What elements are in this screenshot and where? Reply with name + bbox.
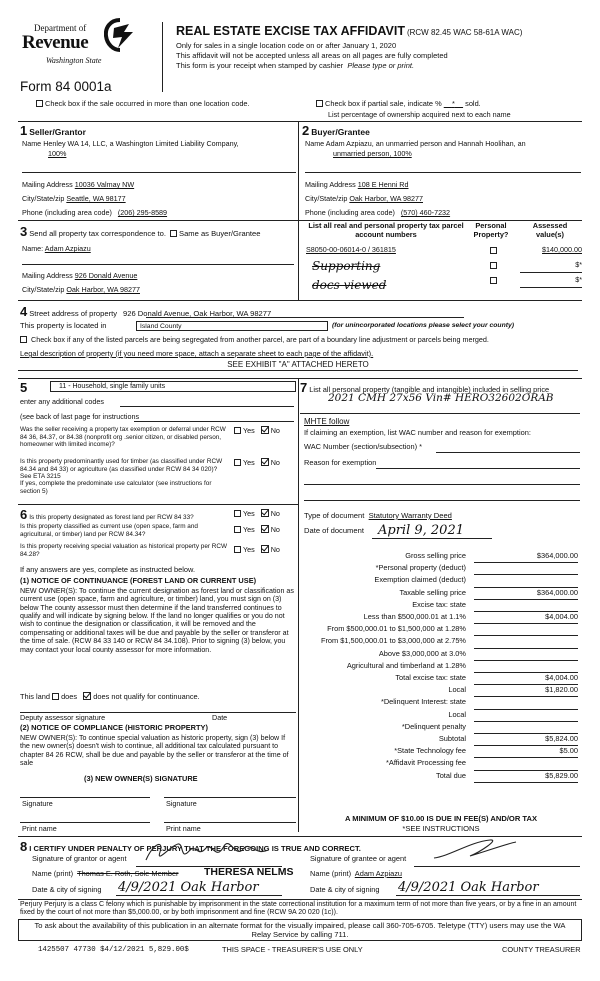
tax-row-value[interactable] — [474, 711, 578, 722]
does-not-checkbox[interactable] — [83, 692, 91, 700]
s6-q2-no-checkbox[interactable] — [261, 525, 269, 533]
header-note-1: Only for sales in a single location code on or after January 1, 2020 — [176, 41, 397, 50]
tax-row-label: Taxable selling price — [399, 587, 466, 597]
new-owner-print-rule-2 — [164, 822, 296, 823]
legal-label: Legal description of property (if you need more space, attach a separate sheet to each page of the affidavit). — [20, 349, 374, 358]
does-not-label: does not qualify for continuance. — [93, 692, 200, 701]
form-title-ref: (RCW 82.45 WAC 58-61A WAC) — [406, 28, 523, 37]
tax-row-value[interactable] — [474, 564, 578, 575]
section-5-q2b: If yes, complete the predominate use calculator (see instructions for section 5) — [20, 480, 212, 495]
tax-row-label: *State Technology fee — [394, 746, 466, 756]
section-3-name-row — [22, 245, 91, 253]
dept-state: Washington State — [46, 56, 102, 65]
reason-rule-1 — [376, 468, 580, 469]
tax-row-value[interactable]: $1,820.00 — [474, 686, 578, 697]
tax-row-value[interactable] — [474, 723, 578, 734]
partial-sale-percent[interactable]: * — [451, 99, 455, 108]
s6-q3-yes-checkbox[interactable] — [234, 546, 241, 553]
section-4-street-value[interactable]: 926 Donald Avenue, Oak Harbor, WA 98277 — [123, 309, 272, 318]
tax-row-value[interactable] — [474, 650, 578, 661]
header-divider — [162, 22, 163, 92]
located-row — [20, 322, 107, 331]
tax-row-value[interactable] — [474, 625, 578, 636]
section-4-number: 4 — [20, 304, 28, 319]
tax-row-value[interactable]: $5,824.00 — [474, 735, 578, 746]
grantor-date-value[interactable]: 4/9/2021 Oak Harbor — [118, 880, 259, 895]
notice-1-body: NEW OWNER(S): To continue the current designation as forest land or classification as current use (open space, farm and agriculture, or timber) land, you must sign on (3) below The county assessor must then determine if the land transferred continues to qualify and will indicate by signing below. If the land no longer qualifies or you do not wish to continue the designation or classification, it will be removed and the compensating or additional taxes will be due and payable by the seller or transferor at the time of sale. (RCW 84 33 140 or RCW 84 34.108). Prior to signing (3) below, you may contact your local county assessor for more information. — [20, 587, 294, 654]
new-owner-print-label-2: Print name — [166, 824, 201, 833]
tax-row-value[interactable]: $364,000.00 — [474, 552, 578, 563]
tax-row-value[interactable]: $364,000.00 — [474, 589, 578, 600]
section-4-top-rule — [18, 300, 582, 301]
seller-name-value-2[interactable]: 100% — [48, 149, 67, 158]
reason-label: Reason for exemption — [304, 458, 377, 467]
seller-phone-value[interactable]: (206) 295-8589 — [117, 208, 168, 217]
tax-row-value[interactable]: $4,004.00 — [474, 674, 578, 685]
buyer-name-value[interactable]: Adam Azpiazu, an unmarried person and Hannah Hoolihan, an — [325, 139, 526, 148]
located-label: This property is located in — [20, 321, 107, 330]
certify-text: I CERTIFY UNDER PENALTY OF PERJURY THAT THE FOREGOING IS TRUE AND CORRECT. — [29, 844, 361, 853]
buyer-name-row — [305, 140, 583, 148]
wac-row — [304, 443, 422, 452]
dept-line1: Department of — [34, 23, 87, 33]
center-divider-lower — [298, 378, 299, 832]
q2-yes-checkbox[interactable] — [234, 459, 241, 466]
tax-row — [300, 711, 582, 723]
multi-location-check-row — [36, 100, 250, 109]
section-5-q1-answers: Yes No — [234, 426, 280, 435]
deputy-sig-label: Deputy assessor signature — [20, 713, 106, 722]
doc-type-row — [304, 512, 452, 521]
see-back-label: (see back of last page for instructions — [20, 412, 140, 421]
segregated-label: Check box if any of the listed parcels are being segregated from another parcel, are part of a boundary line adjustment or parcels being merged. — [31, 335, 489, 344]
seller-mail-value[interactable]: 10036 Valmay NW — [74, 180, 135, 189]
grantee-signature[interactable] — [430, 836, 520, 864]
list-percentage-note: List percentage of ownership acquired next to each name — [328, 110, 511, 119]
legal-value[interactable]: SEE EXHIBIT "A" ATTACHED HERETO — [227, 360, 369, 369]
section-3-number: 3 — [20, 224, 28, 239]
buyer-mail-row — [305, 181, 409, 189]
section-1-top-rule — [18, 121, 582, 122]
section-5-top-rule — [18, 378, 582, 379]
tax-row-value[interactable]: $5.00 — [474, 747, 578, 758]
buyer-heading-row — [302, 123, 370, 138]
legal-rule-1 — [18, 370, 578, 371]
partial-sale-check-row — [316, 100, 481, 109]
tax-row-value[interactable] — [474, 576, 578, 587]
section-3-city-row — [22, 286, 140, 294]
deputy-date-label: Date — [212, 713, 228, 722]
buyer-heading: Buyer/Grantee — [311, 127, 370, 137]
street-rule — [146, 317, 464, 318]
buyer-mail-value[interactable]: 108 E Henni Rd — [357, 180, 409, 189]
perjury-text: Perjury Perjury is a class C felony which is punishable by imprisonment in the state correctional institution for a maximum term of not more than five years, or by a fine in an amount fixed by the court of not more than $5,000.00, or by both imprisonment and fine (RCW 9A 20 020 (1c)). — [20, 901, 577, 917]
alt-format-text: To ask about the availability of this publication in an alternate format for the visually impaired, please call 360-705-6705. Teletype (TTY) users may use the WA Relay Service by calling 711. — [34, 921, 566, 939]
section-4-street-label: Street address of property — [29, 309, 118, 318]
section-6-q2: Is this property classified as current use (open space, farm and agricultural, or timber) land per RCW 84.34? — [20, 523, 198, 538]
section-5-number: 5 — [20, 380, 28, 395]
header-note-3: This form is your receipt when stamped by cashier — [176, 61, 344, 70]
tax-row — [300, 637, 582, 649]
parcel-1-number[interactable]: S8050-00-06014-0 / 361815 — [306, 245, 396, 254]
tax-row — [300, 759, 582, 771]
doc-date-row — [304, 527, 364, 536]
continuance-row — [20, 692, 200, 702]
s6-q2-yes-checkbox[interactable] — [234, 526, 241, 533]
tax-row-value[interactable]: $4,004.00 — [474, 613, 578, 624]
tax-row-label: Gross selling price — [405, 551, 466, 560]
form-title: REAL ESTATE EXCISE TAX AFFIDAVIT — [176, 24, 405, 38]
partial-sale-sold: sold. — [465, 99, 481, 108]
section-3-name-rule — [22, 264, 294, 265]
mhte-follow[interactable]: MHTE follow — [304, 417, 350, 426]
buyer-phone-label: Phone (including area code) — [305, 208, 395, 217]
seller-phone-label: Phone (including area code) — [22, 208, 112, 217]
section-6-q1-row — [20, 507, 194, 522]
q1-yes-checkbox[interactable] — [234, 427, 241, 434]
section-6-q1: Is this property designated as forest land per RCW 84 33? — [29, 514, 194, 521]
multi-location-label: Check box if the sale occurred in more than one location code. — [45, 99, 250, 108]
tax-row-label: Exemption claimed (deduct) — [374, 575, 466, 585]
section-5-q1: Was the seller receiving a property tax exemption or deferral under RCW 84 36, 84.37, or 84.38 (nonprofit org .senior citizen, or disabled person, homeowner with limited income)? — [20, 426, 226, 449]
section-6-q3: Is this property receiving special valuation as historical property per RCW 84.28? — [20, 543, 228, 558]
tax-row-label: From $1,500,000.01 to $3,000,000 at 2.75% — [320, 636, 466, 646]
tax-row-label: Local — [448, 685, 466, 695]
center-divider-top — [298, 121, 299, 300]
tax-row-value[interactable]: $5,829.00 — [474, 772, 578, 783]
s6-q3-no-checkbox[interactable] — [261, 545, 269, 553]
grantee-sig-rule — [414, 866, 580, 867]
seller-mail-row — [22, 181, 134, 189]
tax-row-value[interactable] — [474, 698, 578, 709]
tax-row-value[interactable] — [474, 759, 578, 770]
q1-no-checkbox[interactable] — [261, 426, 269, 434]
partial-sale-label: Check box if partial sale, indicate % — [325, 99, 442, 108]
section-5-q2: Is this property predominantly used for timber (as classified under RCW 84.34 and 84 33) or agriculture (as classified under RCW 84 34 020)? See ETA 3215 — [20, 458, 223, 481]
grantee-date-value[interactable]: 4/9/2021 Oak Harbor — [398, 880, 539, 895]
tax-row-label: Subtotal — [438, 734, 466, 743]
parcel-row-2 — [306, 261, 582, 273]
new-owner-print-label-1: Print name — [22, 824, 57, 833]
tax-row-label: *Affidavit Processing fee — [386, 758, 466, 768]
county-treasurer-label: COUNTY TREASURER — [502, 945, 581, 954]
parcels-col-numbers: List all real and personal property tax parcel account numbers — [308, 221, 464, 239]
cashier-stamp: 1425507 47730 $4/12/2021 5,829.00$ — [38, 946, 189, 954]
county-note: (for unincorporated locations please select your county) — [332, 322, 515, 329]
grantee-print-value[interactable]: Adam Azpiazu — [354, 869, 403, 878]
notice-2-body: NEW OWNER(S): To continue special valuation as historic property, sign (3) below If the new owner(s) doesn't wish to continue, all additional tax calculated pursuant to chapter 84 26 RCW, shall be due and payable by the seller or transferor at the time of sale — [20, 734, 289, 768]
parcel-1-value[interactable]: $140,000.00 — [542, 245, 582, 254]
doc-date-rule — [372, 538, 492, 539]
reason-rule-2 — [304, 484, 580, 485]
tax-row-label: Above $3,000,000 at 3.0% — [378, 648, 466, 658]
tax-row-label: Excise tax: state — [412, 599, 466, 609]
buyer-phone-value[interactable]: (570) 460-7232 — [400, 208, 451, 217]
tax-row-label: Less than $500,000.01 at 1.1% — [363, 612, 466, 621]
section-3-name-label: Name: — [22, 244, 44, 253]
reason-rule-3 — [304, 500, 580, 501]
segregated-checkbox[interactable] — [20, 336, 27, 343]
tax-row-label: *Delinquent penalty — [401, 721, 466, 731]
tax-row-label: Local — [448, 709, 466, 719]
tax-row — [300, 589, 582, 601]
use-code-select[interactable]: 11 - Household, single family units — [50, 381, 296, 392]
parcel-1-personal-checkbox[interactable] — [490, 247, 497, 254]
grantor-signature[interactable] — [140, 838, 280, 868]
seller-city-label: City/State/zip — [22, 194, 65, 203]
grantor-print-handwritten[interactable]: THERESA NELMS — [204, 866, 294, 878]
form-title-row — [176, 24, 522, 39]
seller-name-row — [22, 140, 296, 148]
section-6-top-rule — [18, 504, 298, 505]
seller-city-value[interactable]: Seattle, WA 98177 — [66, 194, 126, 203]
section-3-mail-label: Mailing Address — [22, 271, 73, 280]
same-as-buyer-checkbox[interactable] — [170, 230, 177, 237]
grantee-sig-label: Signature of grantee or agent — [310, 854, 407, 863]
tax-row-value[interactable] — [474, 662, 578, 673]
grantor-print-row — [32, 870, 179, 879]
grantee-print-label: Name (print) — [310, 869, 352, 878]
grantee-date-row — [310, 886, 379, 895]
section-5-q2-answers: Yes No — [234, 458, 280, 467]
seller-section-number: 1 — [20, 123, 28, 138]
seller-name-label: Name — [22, 139, 42, 148]
buyer-phone-row — [305, 209, 450, 217]
county-select[interactable]: Island County — [136, 321, 328, 331]
wac-value[interactable]: * — [419, 442, 423, 451]
header-note-3-row — [176, 62, 414, 71]
buyer-name-rule — [305, 172, 581, 173]
section-8-number: 8 — [20, 839, 28, 854]
parcel-row-1 — [306, 246, 582, 258]
seller-mail-label: Mailing Address — [22, 180, 73, 189]
segregated-row — [20, 336, 489, 344]
buyer-city-row — [305, 195, 423, 203]
minimum-fee-note: A MINIMUM OF $10.00 IS DUE IN FEE(S) AND/OR TAX — [344, 814, 538, 823]
tax-row-label: Total due — [436, 770, 466, 780]
section-3-city-label: City/State/zip — [22, 285, 65, 294]
new-owner-sig-label-2: Signature — [166, 799, 197, 808]
doc-type-label: Type of document — [304, 511, 365, 520]
tax-row — [300, 698, 582, 710]
tax-row-label: Total excise tax: state — [395, 673, 466, 682]
seller-city-row — [22, 195, 126, 203]
s6-q1-yes-checkbox[interactable] — [234, 510, 241, 517]
header-note-3b: Please type or print. — [347, 61, 415, 70]
section-7-heading: List all personal property (tangible and intangible) included in selling price — [309, 385, 550, 394]
grantee-date-label: Date & city of signing — [310, 885, 380, 894]
parcel-note-docs-viewed: docs viewed — [312, 278, 387, 292]
section-6-number: 6 — [20, 507, 28, 522]
section-3-city-value[interactable]: Oak Harbor, WA 98277 — [66, 285, 140, 294]
grantor-print-struck: Thomas E. Roth, Sole Member — [77, 869, 179, 878]
section-6-q2-answers: Yes No — [234, 525, 280, 534]
new-owner-sig-rule-2 — [164, 797, 296, 798]
dept-revenue: Revenue — [22, 32, 89, 53]
doc-date-label: Date of document — [304, 526, 364, 535]
dept-logo — [22, 10, 137, 70]
alt-format-box — [18, 919, 582, 941]
q2-no-checkbox[interactable] — [261, 458, 269, 466]
does-checkbox[interactable] — [52, 693, 59, 700]
notice-1-heading: (1) NOTICE OF CONTINUANCE (FOREST LAND OR CURRENT USE) — [20, 576, 257, 585]
see-instructions-note: *SEE INSTRUCTIONS — [402, 824, 480, 833]
buyer-city-value[interactable]: Oak Harbor, WA 98277 — [349, 194, 423, 203]
seller-heading: Seller/Grantor — [29, 127, 86, 137]
section-3-mail-row — [22, 272, 137, 280]
wac-rule — [436, 452, 580, 453]
multi-location-checkbox[interactable] — [36, 100, 43, 107]
parcels-col-personal: Personal Property? — [473, 221, 509, 239]
section-3-name-value[interactable]: Adam Azpiazu — [44, 244, 91, 253]
grantor-print-label: Name (print) — [32, 869, 74, 878]
tax-row-value[interactable] — [474, 601, 578, 612]
claim-exemption-label: If claiming an exemption, list WAC number and reason for exemption: — [304, 428, 531, 437]
parcel-3-personal-checkbox[interactable] — [490, 277, 497, 284]
section-3-heading: Send all property tax correspondence to. — [29, 229, 167, 238]
new-owner-sig-rule-1 — [20, 797, 150, 798]
grantee-date-rule — [396, 895, 580, 896]
tax-row — [300, 576, 582, 588]
tax-row — [300, 650, 582, 662]
header-note-2: This affidavit will not be accepted unless all areas on all pages are fully completed — [176, 51, 448, 60]
grantor-sig-label: Signature of grantor or agent — [32, 854, 127, 863]
seller-phone-row — [22, 209, 167, 217]
parcel-2-value[interactable]: $* — [575, 260, 582, 269]
tax-row — [300, 674, 582, 686]
additional-codes-label: enter any additional codes — [20, 397, 104, 406]
form-number: Form 84 0001a — [20, 79, 112, 94]
parcel-3-value[interactable]: $* — [575, 275, 582, 284]
seller-name-rule — [22, 172, 296, 173]
section-3-heading-row — [20, 224, 260, 239]
this-land-label: This land — [20, 692, 50, 701]
parcel-row-3 — [306, 275, 582, 292]
section-6-q1-answers: Yes No — [234, 509, 280, 518]
grantor-date-row — [32, 886, 101, 895]
notice-3-heading: (3) NEW OWNER(S) SIGNATURE — [84, 774, 198, 783]
grantor-date-rule — [116, 895, 282, 896]
see-back-rule — [134, 421, 294, 422]
parcel-2-personal-checkbox[interactable] — [490, 262, 497, 269]
seller-name-value[interactable]: Henley WA 14, LLC, a Washington Limited Liability Company, — [43, 139, 239, 148]
wac-label: WAC Number (section/subsection) — [304, 442, 418, 451]
tax-row-value[interactable] — [474, 637, 578, 648]
buyer-section-number: 2 — [302, 123, 310, 138]
new-owner-print-rule-1 — [20, 822, 150, 823]
grantor-date-label: Date & city of signing — [32, 885, 102, 894]
tax-row-label: *Delinquent Interest: state — [380, 697, 466, 707]
personal-property-handwritten[interactable]: 2021 CMH 27x56 Vin# HERO32602ORAB — [328, 392, 554, 404]
perjury-top-rule — [18, 899, 582, 900]
tax-row-label: Agricultural and timberland at 1.28% — [346, 660, 466, 670]
notice-2-heading: (2) NOTICE OF COMPLIANCE (HISTORIC PROPERTY) — [20, 723, 208, 732]
buyer-city-label: City/State/zip — [305, 194, 348, 203]
parcels-col-assessed: Assessed value(s) — [532, 221, 568, 239]
buyer-name-value-2[interactable]: unmarried person, 100% — [333, 149, 412, 158]
treasurer-only-label: THIS SPACE - TREASURER'S USE ONLY — [222, 945, 363, 954]
section-7-number: 7 — [300, 380, 308, 395]
additional-codes-rule — [120, 406, 294, 407]
doc-type-value[interactable]: Statutory Warranty Deed — [368, 511, 452, 520]
section-6-if-yes: If any answers are yes, complete as instructed below. — [20, 565, 195, 574]
revenue-logo-icon — [104, 18, 136, 52]
does-label: does — [61, 692, 78, 701]
tax-row-label: *Personal property (deduct) — [375, 563, 466, 573]
s6-q1-no-checkbox[interactable] — [261, 509, 269, 517]
personal-property-rule — [300, 413, 580, 414]
partial-sale-checkbox[interactable] — [316, 100, 323, 107]
grantee-print-row — [310, 870, 402, 879]
tax-row — [300, 772, 582, 784]
tax-row-label: From $500,000.01 to $1,500,000 at 1.28% — [327, 624, 466, 634]
doc-date-value[interactable]: April 9, 2021 — [378, 523, 464, 538]
section-6-q3-answers: Yes No — [234, 545, 280, 554]
buyer-name-label: Name — [305, 139, 325, 148]
buyer-mail-label: Mailing Address — [305, 180, 356, 189]
parcel-note-supporting: Supporting — [312, 259, 381, 273]
new-owner-sig-label-1: Signature — [22, 799, 53, 808]
seller-heading-row — [20, 123, 86, 138]
same-as-buyer-label: Same as Buyer/Grantee — [179, 229, 261, 238]
section-3-mail-value[interactable]: 926 Donald Avenue — [74, 271, 138, 280]
